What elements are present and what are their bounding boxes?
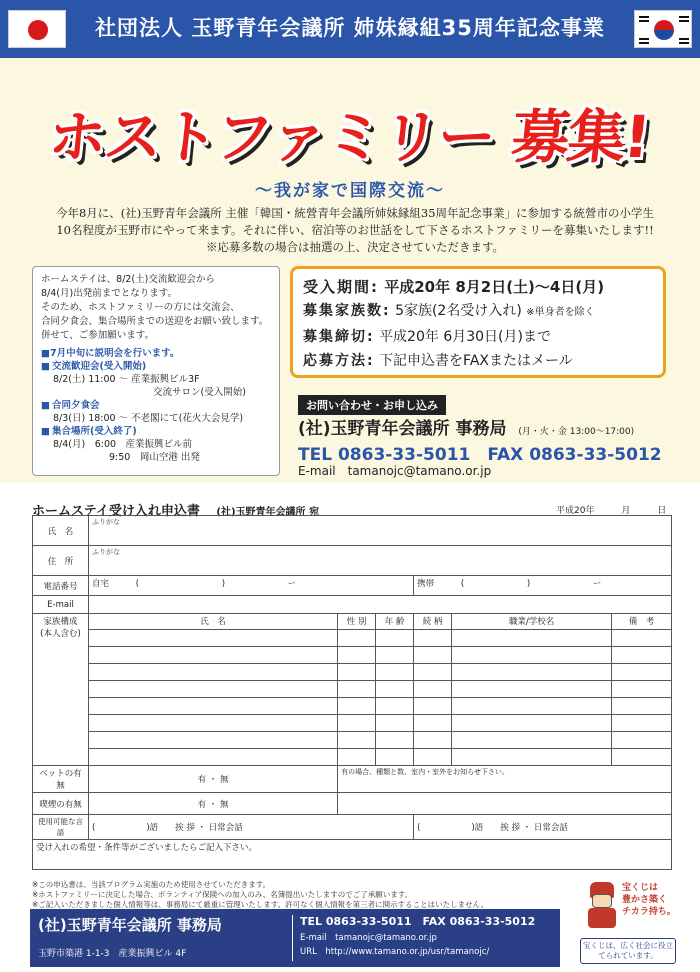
intro-line: 10名程度が玉野市にやって来ます。それに伴い、宿泊等のお世話をして下さるホストファミリーを募集いたします!! — [56, 223, 654, 237]
form-date-year: 平成20年 — [556, 506, 595, 516]
subtitle: 〜我が家で国際交流〜 — [255, 181, 445, 201]
deadline-label: 募集締切: — [303, 329, 375, 345]
language-entry-2[interactable]: ( )語 挨 拶 ・ 日常会話 — [414, 815, 672, 840]
footer-phone[interactable]: TEL 0863-33-5011 FAX 0863-33-5012 — [300, 915, 536, 928]
footer-org: (社)玉野青年会議所 事務局 — [38, 916, 222, 934]
method-label: 応募方法: — [303, 353, 375, 369]
paren-close: ) — [526, 579, 531, 589]
family-header-relation: 続 柄 — [414, 614, 452, 630]
families-value: 5家族(2名受け入れ) — [395, 303, 522, 319]
contact-phone[interactable]: TEL 0863-33-5011 FAX 0863-33-5012 — [298, 445, 662, 465]
schedule-line: 9:50 岡山空港 出発 — [109, 452, 200, 463]
main-title-text: ホストファミリー 募集! — [45, 103, 652, 171]
application-form-table — [32, 515, 672, 870]
schedule — [41, 347, 271, 464]
main-title — [24, 84, 674, 176]
japan-flag-icon — [8, 10, 66, 48]
family-header-age: 年 齢 — [376, 614, 414, 630]
homestay-info-box — [32, 266, 280, 476]
family-row[interactable] — [33, 647, 672, 664]
period-value: 平成20年 8月2日(土)〜4日(月) — [384, 278, 605, 296]
schedule-line: 8/2(土) 11:00 〜 産業振興ビル3F — [53, 374, 200, 385]
family-row[interactable] — [33, 681, 672, 698]
info-line: 8/4(月)出発前までとなります。 — [41, 288, 177, 299]
family-row[interactable] — [33, 732, 672, 749]
mobile-phone-field[interactable] — [414, 576, 672, 596]
language-entry-1[interactable]: ( )語 挨 拶 ・ 日常会話 — [89, 815, 414, 840]
info-line: ホームステイは、8/2(土)交流歓迎会から — [41, 274, 215, 285]
mascot-note: 宝くじは、広く社会に役立てられています。 — [580, 938, 676, 964]
schedule-heading: ■ 集合場所(受入終了) — [41, 425, 271, 438]
address-label: 住 所 — [33, 546, 89, 576]
contact-email[interactable]: E-mail tamanojc@tamano.or.jp — [298, 464, 492, 478]
name-label: 氏 名 — [33, 516, 89, 546]
method-value: 下記申込書をFAXまたはメール — [379, 353, 573, 369]
home-phone-field[interactable] — [89, 576, 414, 596]
paren-open: ( — [135, 579, 140, 589]
briefing-note: ■7月中旬に説明会を行います。 — [41, 348, 180, 359]
pet-note[interactable]: 有の場合、種類と数、室内・室外をお知らせ下さい。 — [338, 766, 672, 793]
family-header-gender: 性 別 — [338, 614, 376, 630]
mascot-slogan — [622, 882, 676, 918]
slogan-line: 豊かさ築く — [622, 895, 668, 905]
info-line: そのため、ホストファミリーの方には交流会、 — [41, 302, 240, 313]
contact-label: お問い合わせ・お申し込み — [298, 395, 446, 415]
slogan-line: 宝くじは — [622, 883, 659, 893]
intro-line: 今年8月に、(社)玉野青年会議所 主催「韓国・統營青年会議所姉妹縁組35周年記念事業」に参加する統營市の小学生 — [55, 206, 655, 220]
dash: ー — [592, 579, 602, 589]
requests-field[interactable]: 受け入れの希望・条件等がございましたらご記入下さい。 — [33, 840, 672, 870]
footnotes — [32, 880, 488, 910]
schedule-line: 8/4(月) 6:00 産業振興ビル前 — [53, 439, 193, 450]
family-row[interactable] — [33, 630, 672, 647]
footnote: ※この申込書は、当該プログラム実施のため使用させていただきます。 — [32, 880, 271, 889]
recruitment-details-box — [290, 266, 666, 378]
header-bar — [0, 0, 700, 58]
korea-flag-icon — [634, 10, 692, 48]
footer-divider — [292, 915, 293, 961]
schedule-line: 8/3(日) 18:00 〜 不老閣にて(花火大会見学) — [53, 413, 244, 424]
footnote: ※ホストファミリーに決定した場合、ボランティア保険への加入のみ、名簿提出いたしますのでご了承願います。 — [32, 890, 413, 899]
form-date-day: 日 — [657, 506, 667, 516]
families-row — [303, 299, 653, 325]
email-field[interactable] — [89, 596, 672, 614]
family-header-notes: 備 考 — [612, 614, 672, 630]
contact-org — [298, 414, 634, 439]
footnote: ※ご記入いただきました個人情報等は、事務局にて厳重に管理いたします。許可なく個人情報を第三者に開示することはいたしません。 — [32, 900, 489, 909]
home-label: 自宅 — [92, 579, 110, 589]
smoke-label: 喫煙の有無 — [33, 793, 89, 815]
intro-text — [40, 205, 670, 256]
schedule-line: 交流サロン(受入開始) — [153, 387, 246, 398]
footer-bar — [30, 909, 560, 967]
period-row — [303, 275, 653, 299]
family-row[interactable] — [33, 664, 672, 681]
phone-label: 電話番号 — [33, 576, 89, 596]
family-header-name: 氏 名 — [89, 614, 338, 630]
family-row[interactable] — [33, 698, 672, 715]
deadline-row — [303, 325, 653, 349]
pet-label: ペットの有無 — [33, 766, 89, 793]
furigana-label: ふりがな — [92, 548, 120, 556]
schedule-heading: ■ 合同夕食会 — [41, 399, 271, 412]
family-row[interactable] — [33, 749, 672, 766]
families-label: 募集家族数: — [303, 303, 391, 319]
contact-org-name: (社)玉野青年会議所 事務局 — [298, 419, 507, 439]
info-line: 合同夕食会、集合場所までの送迎をお願い致します。 — [41, 316, 269, 327]
family-header-occupation: 職業/学校名 — [452, 614, 612, 630]
family-row[interactable] — [33, 715, 672, 732]
smoke-note-field — [338, 793, 672, 815]
paren-open: ( — [460, 579, 465, 589]
address-field[interactable] — [89, 546, 672, 576]
period-label: 受入期間: — [303, 278, 379, 296]
form-destination: (社)玉野青年会議所 宛 — [216, 507, 319, 518]
method-row — [303, 349, 653, 373]
footer-url[interactable]: URL http://www.tamano.or.jp/usr/tamanojc/ — [300, 947, 490, 957]
footer-address: 玉野市築港 1-1-3 産業振興ビル 4F — [38, 949, 187, 959]
footer-email[interactable]: E-mail tamanojc@tamano.or.jp — [300, 933, 437, 943]
families-note: ※単身者を除く — [526, 307, 595, 318]
pet-yes-no[interactable]: 有 ・ 無 — [89, 766, 338, 793]
dash: ー — [287, 579, 297, 589]
intro-line: ※応募多数の場合は抽選の上、決定させていただきます。 — [205, 240, 505, 254]
mobile-label: 携帯 — [417, 579, 435, 589]
form-date-month: 月 — [621, 506, 631, 516]
email-label: E-mail — [33, 596, 89, 614]
mascot-character-icon — [584, 882, 620, 930]
family-label: 家族構成 (本人含む) — [33, 614, 89, 766]
slogan-line: チカラ持ち。 — [622, 907, 676, 917]
info-line: 併せて、ご参加願います。 — [41, 330, 155, 341]
form-title-text: ホームステイ受け入れ申込書 — [32, 504, 200, 519]
smoke-yes-no[interactable]: 有 ・ 無 — [89, 793, 338, 815]
paren-close: ) — [221, 579, 226, 589]
lottery-mascot — [578, 880, 678, 968]
contact-hours: (月・火・金 13:00〜17:00) — [518, 427, 635, 437]
header-title: 社団法人 玉野青年会議所 姉妹縁組35周年記念事業 — [95, 16, 605, 40]
schedule-heading: ■ 交流歓迎会(受入開始) — [41, 360, 271, 373]
language-label: 使用可能な言語 — [33, 815, 89, 840]
deadline-value: 平成20年 6月30日(月)まで — [379, 329, 551, 345]
furigana-label: ふりがな — [92, 518, 120, 526]
name-field[interactable] — [89, 516, 672, 546]
